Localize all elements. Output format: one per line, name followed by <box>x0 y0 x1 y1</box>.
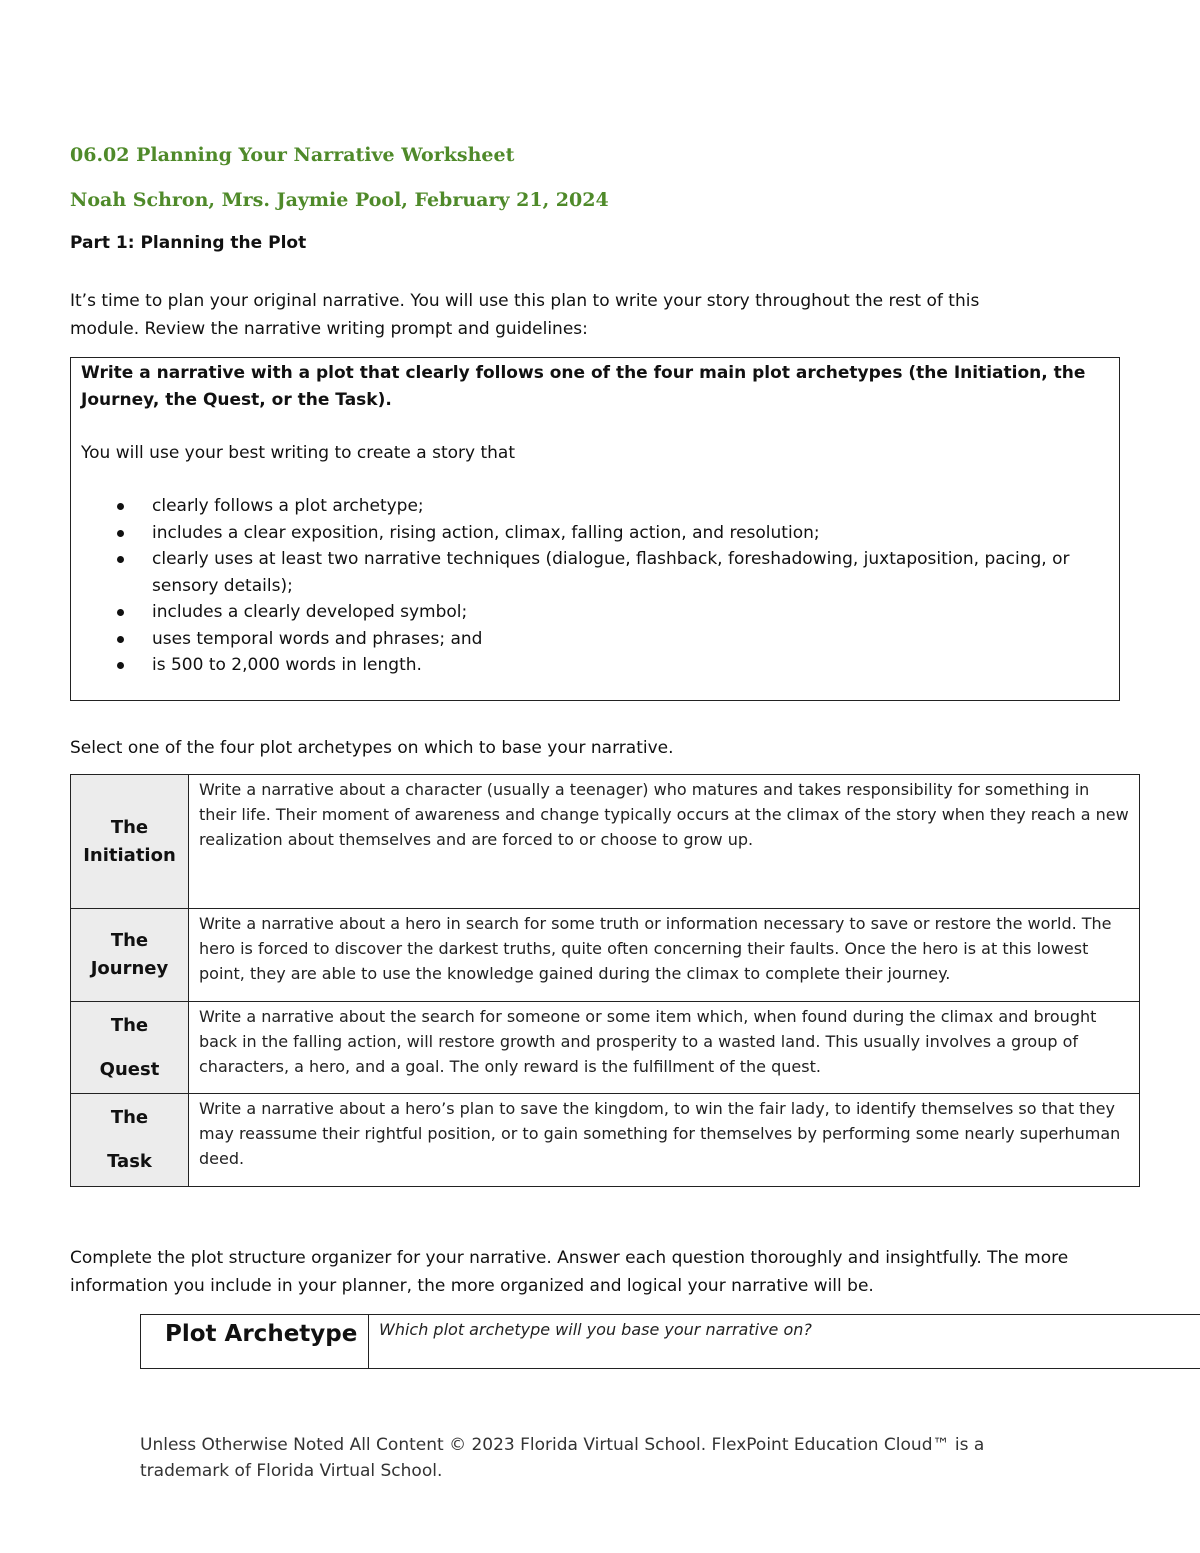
archetype-description: Write a narrative about the search for someone or some item which, when found during the climax and brought back in the falling action, will restore growth and prosperity to a wasted land. This usually involves a group of characters, a hero, and a goal. The only reward is the fulfillment of the quest. <box>189 1002 1140 1094</box>
bullet-dot-icon <box>117 609 124 616</box>
archetype-description: Write a narrative about a hero’s plan to save the kingdom, to win the fair lady, to identify themselves so that they may reassume their rightful position, or to gain something for themselves by performing some nearly superhuman deed. <box>189 1094 1140 1187</box>
organizer-instructions-line-1: Complete the plot structure organizer for your narrative. Answer each question thoroughly and insightfully. The more <box>70 1248 1069 1268</box>
worksheet-title: 06.02 Planning Your Narrative Worksheet <box>70 144 515 166</box>
footer-line-1: Unless Otherwise Noted All Content © 2023 Florida Virtual School. FlexPoint Education Cloud™ is a <box>140 1435 985 1455</box>
prompt-heading: Write a narrative with a plot that clearly follows one of the four main plot archetypes (the Initiation, the Journey, the Quest, or the Task). <box>81 363 1086 410</box>
bullet-dot-icon <box>117 662 124 669</box>
select-archetype-instruction: Select one of the four plot archetypes on which to base your narrative. <box>70 738 674 758</box>
archetype-row-initiation <box>71 775 1140 909</box>
guidelines-list <box>81 493 1109 679</box>
archetype-row-quest <box>71 1002 1140 1094</box>
guideline-item: includes a clearly developed symbol; <box>81 599 1109 626</box>
guideline-item: clearly follows a plot archetype; <box>81 493 1109 520</box>
intro-paragraph <box>70 287 1070 343</box>
guideline-item: uses temporal words and phrases; and <box>81 626 1109 653</box>
part1-heading: Part 1: Planning the Plot <box>70 233 307 253</box>
archetype-description: Write a narrative about a hero in search for some truth or information necessary to save or restore the world. The hero is forced to discover the darkest truths, quite often concerning their faults. Once the hero is at this lowest point, they are able to use the knowledge gained during the climax to complete their journey. <box>189 909 1140 1002</box>
plot-archetype-answer-field[interactable]: Which plot archetype will you base your narrative on? <box>379 1320 812 1339</box>
archetype-table <box>70 774 1140 1187</box>
archetype-description: Write a narrative about a character (usually a teenager) who matures and takes responsibility for something in their life. Their moment of awareness and change typically occurs at the climax of the story when they reach a new realization about themselves and are forced to or choose to grow up. <box>189 775 1140 909</box>
organizer-instructions <box>70 1244 1130 1300</box>
prompt-subtext: You will use your best writing to create a story that <box>81 443 516 463</box>
intro-line-2: module. Review the narrative writing prompt and guidelines: <box>70 319 588 339</box>
archetype-name-cell: The Quest <box>71 1002 189 1094</box>
archetype-name-cell: The Journey <box>71 909 189 1002</box>
archetype-name-cell: The Initiation <box>71 775 189 909</box>
guideline-item: is 500 to 2,000 words in length. <box>81 652 1109 679</box>
guideline-item: includes a clear exposition, rising action, climax, falling action, and resolution; <box>81 520 1109 547</box>
prompt-box <box>70 357 1120 701</box>
archetype-row-journey <box>71 909 1140 1002</box>
footer-line-2: trademark of Florida Virtual School. <box>140 1461 443 1481</box>
bullet-dot-icon <box>117 556 124 563</box>
bullet-dot-icon <box>117 503 124 510</box>
organizer-instructions-line-2: information you include in your planner, the more organized and logical your narrative will be. <box>70 1276 874 1296</box>
plot-archetype-organizer <box>140 1314 1200 1369</box>
guideline-item: clearly uses at least two narrative techniques (dialogue, flashback, foreshadowing, juxtaposition, pacing, or sensory details); <box>81 546 1109 599</box>
archetype-row-task <box>71 1094 1140 1187</box>
archetype-name-cell: The Task <box>71 1094 189 1187</box>
bullet-dot-icon <box>117 530 124 537</box>
plot-archetype-label: Plot Archetype <box>141 1315 369 1368</box>
intro-line-1: It’s time to plan your original narrative. You will use this plan to write your story throughout the rest of this <box>70 291 980 311</box>
worksheet-byline: Noah Schron, Mrs. Jaymie Pool, February 21, 2024 <box>70 189 609 211</box>
copyright-footer <box>140 1432 1040 1484</box>
bullet-dot-icon <box>117 636 124 643</box>
